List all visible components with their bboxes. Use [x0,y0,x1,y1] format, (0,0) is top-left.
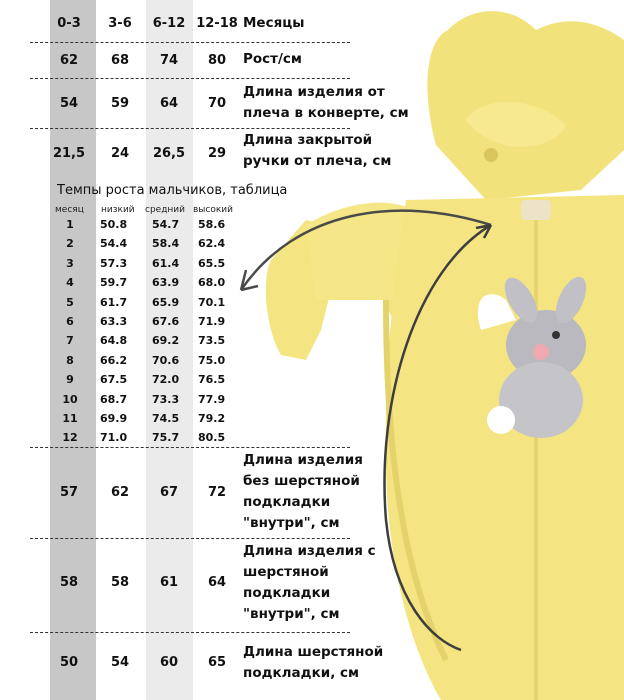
label-nolining-line4: "внутри", см [243,515,340,531]
divider [30,78,350,79]
label-lining-line1: Длина шерстяной [243,644,384,660]
growth-mid: 75.7 [152,431,180,445]
growth-month: 12 [62,431,78,445]
growth-mid: 58.4 [152,237,180,251]
growth-high: 73.5 [198,334,226,348]
growth-high: 65.5 [198,256,226,270]
lining-4: 65 [207,655,227,670]
nolining-3: 67 [159,485,179,500]
growth-low: 71.0 [100,431,128,445]
label-arm-line1: Длина закрытой [243,132,373,148]
withlining-4: 64 [207,575,227,590]
growth-table-title: Темпы роста мальчиков, таблица [57,183,288,198]
growth-header-mid: средний [145,205,186,215]
divider [30,632,350,633]
growth-mid: 67.6 [152,315,180,328]
growth-month: 3 [66,256,74,270]
header-age-3: 6-12 [152,16,186,31]
growth-mid: 72.0 [152,373,180,387]
growth-header-high: высокий [193,205,233,215]
growth-header-month: месяц [55,205,84,215]
label-nolining-line1: Длина изделия [243,452,363,468]
growth-mid: 54.7 [152,218,180,231]
height-2: 68 [110,53,130,68]
withlining-1: 58 [59,575,79,590]
label-arm-line2: ручки от плеча, см [243,153,392,169]
growth-high: 58.6 [198,218,226,231]
withlining-2: 58 [110,575,130,590]
divider [30,42,350,43]
arm-3: 26,5 [152,146,186,161]
growth-high: 80.5 [198,431,226,445]
growth-high: 76.5 [198,373,226,387]
growth-mid: 73.3 [152,392,180,406]
label-withlining-line3: подкладки [243,585,331,601]
label-months: Месяцы [243,15,305,31]
header-age-1: 0-3 [57,16,81,31]
growth-low: 64.8 [100,334,128,348]
nolining-4: 72 [207,485,227,500]
growth-header-low: низкий [101,205,135,215]
growth-month: 10 [62,392,78,406]
growth-mid: 61.4 [152,256,180,270]
growth-high: 62.4 [198,237,226,251]
growth-low: 67.5 [100,373,128,387]
growth-mid: 70.6 [152,353,180,367]
label-withlining-line1: Длина изделия с [243,543,376,559]
growth-month: 2 [66,237,74,251]
header-age-4: 12-18 [196,16,238,31]
arm-2: 24 [110,146,130,161]
growth-month: 4 [66,276,74,290]
growth-month: 11 [62,412,78,425]
growth-month: 5 [66,295,74,309]
lining-3: 60 [159,655,179,670]
label-nolining-line3: подкладки [243,494,331,510]
envelope-4: 70 [207,96,227,111]
growth-low: 63.3 [100,315,128,328]
growth-mid: 74.5 [152,412,180,425]
growth-low: 68.7 [100,392,128,406]
growth-low: 69.9 [100,412,128,425]
growth-low: 61.7 [100,295,128,309]
lining-2: 54 [110,655,130,670]
divider [30,538,350,539]
lining-1: 50 [59,655,79,670]
arm-1: 21,5 [52,146,86,161]
growth-mid: 65.9 [152,295,180,309]
growth-high: 75.0 [198,353,226,367]
envelope-2: 59 [110,96,130,111]
envelope-3: 64 [159,96,179,111]
divider [30,447,350,448]
growth-high: 77.9 [198,392,226,406]
growth-high: 79.2 [198,412,226,425]
label-nolining-line2: без шерстяной [243,473,360,489]
nolining-1: 57 [59,485,79,500]
arm-4: 29 [207,146,227,161]
growth-low: 66.2 [100,353,128,367]
withlining-3: 61 [159,575,179,590]
growth-high: 68.0 [198,276,226,290]
growth-low: 54.4 [100,237,128,251]
nolining-2: 62 [110,485,130,500]
label-withlining-line4: "внутри", см [243,606,340,622]
label-lining-line2: подкладки, см [243,665,360,681]
growth-mid: 69.2 [152,334,180,348]
label-envelope-line1: Длина изделия от [243,84,385,100]
header-age-2: 3-6 [108,16,132,31]
label-envelope-line2: плеча в конверте, см [243,105,409,121]
growth-high: 70.1 [198,295,226,309]
label-height: Рост/см [243,51,302,67]
growth-low: 57.3 [100,256,128,270]
growth-mid: 63.9 [152,276,180,290]
growth-month: 9 [66,373,74,387]
growth-low: 59.7 [100,276,128,290]
growth-low: 50.8 [100,218,128,231]
height-1: 62 [59,53,79,68]
height-4: 80 [207,53,227,68]
divider [30,128,350,129]
growth-month: 8 [66,353,74,367]
envelope-1: 54 [59,96,79,111]
height-3: 74 [159,53,179,68]
growth-month: 6 [66,315,74,328]
growth-month: 1 [66,218,74,231]
growth-high: 71.9 [198,315,226,328]
label-withlining-line2: шерстяной [243,564,329,580]
growth-month: 7 [66,334,74,348]
